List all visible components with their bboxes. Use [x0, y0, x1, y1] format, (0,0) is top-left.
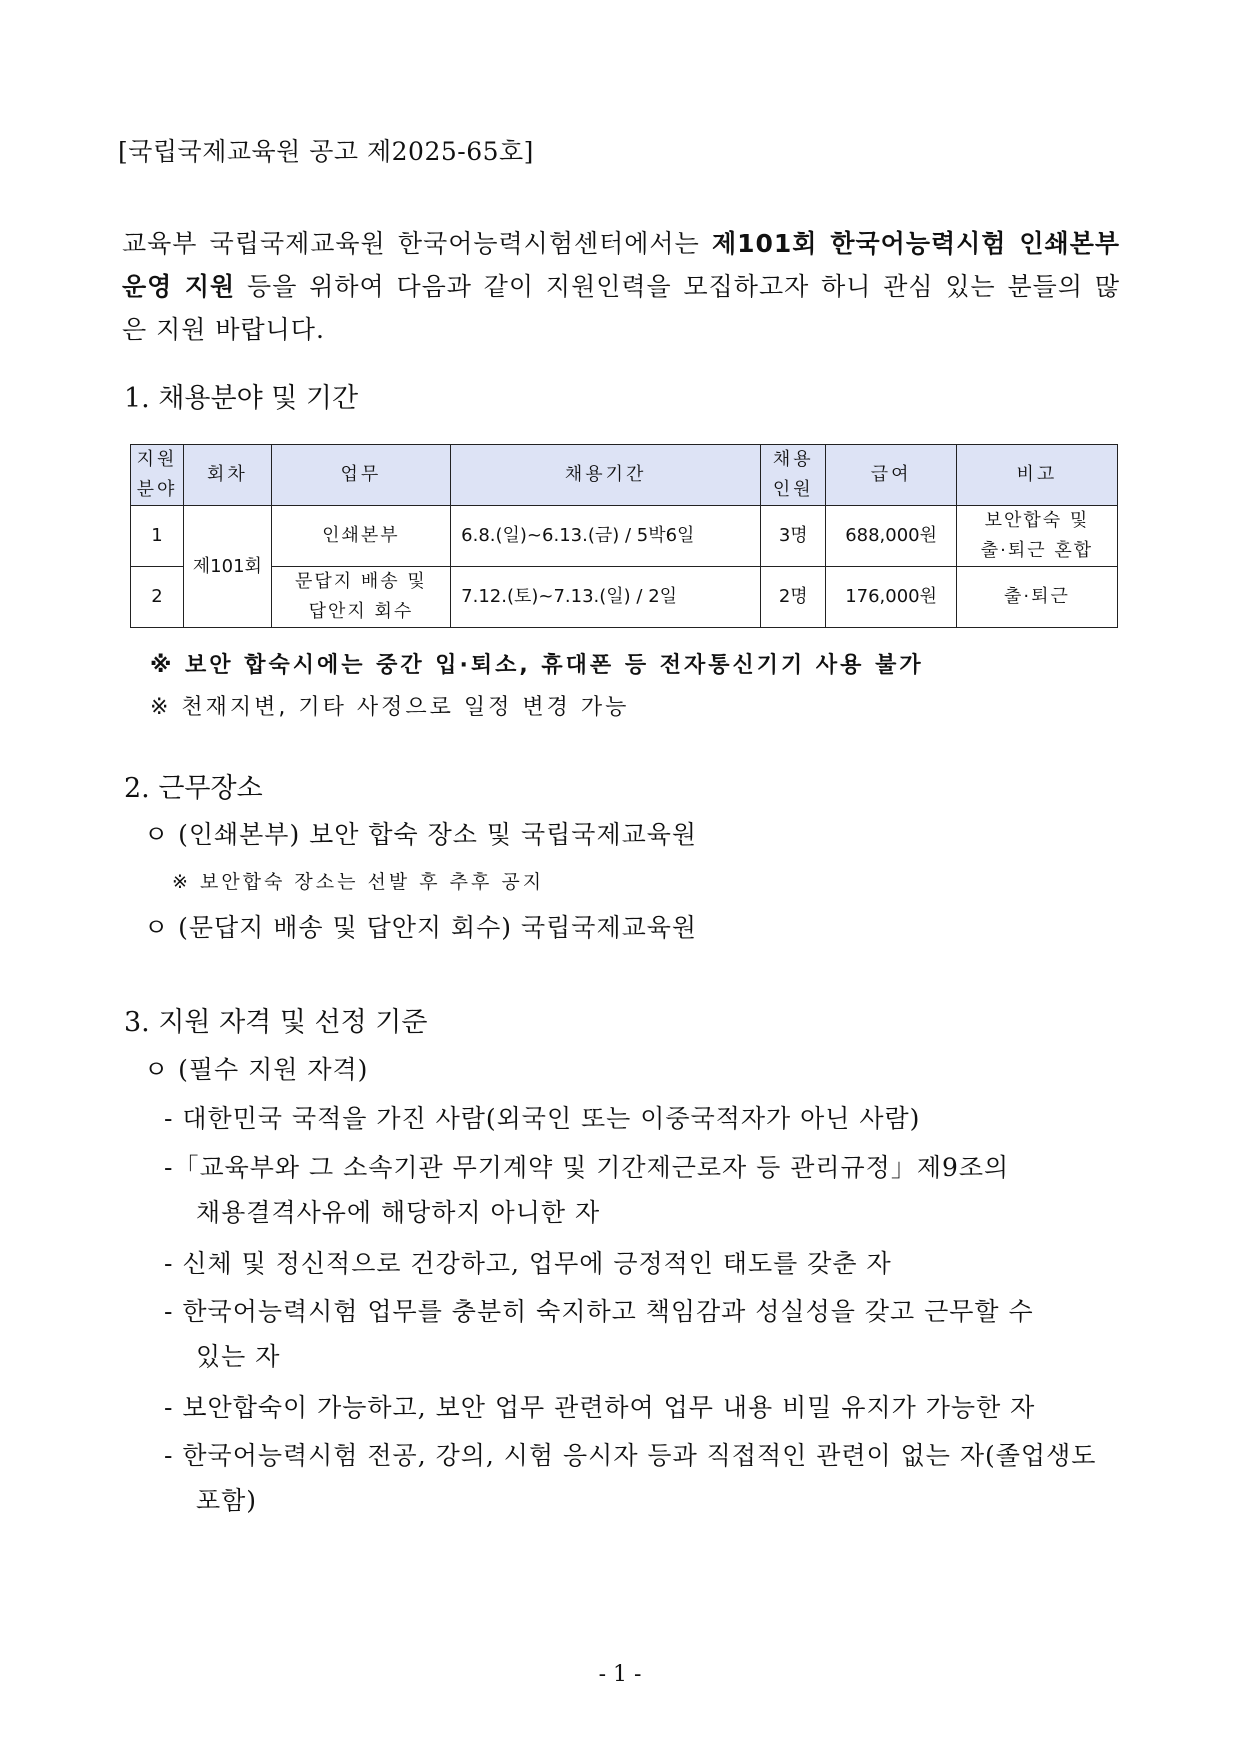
intro-line-2: 운영 지원 등을 위하여 다음과 같이 지원인력을 모집하고자 하니 관심 있는 분들의 많: [122, 272, 1120, 301]
row-task: 인쇄본부: [271, 506, 450, 567]
row-pay: 176,000원: [826, 567, 957, 628]
requirement-nationality: - 대한민국 국적을 가진 사람(외국인 또는 이중국적자가 아닌 사람): [164, 1104, 921, 1133]
intro-line-3: 은 지원 바랍니다.: [122, 315, 325, 344]
row-note: 출·퇴근: [956, 567, 1117, 628]
section1-title: 1. 채용분야 및 기간: [124, 383, 359, 414]
row-count: 2명: [761, 567, 826, 628]
bullet-required: ㅇ (필수 지원 자격): [144, 1055, 369, 1084]
recruitment-table: [130, 444, 1118, 628]
row-pay: 688,000원: [826, 506, 957, 567]
intro-paragraph: [122, 222, 1120, 351]
header-count: 채용 인원: [761, 445, 826, 506]
round-cell: 제101회: [184, 506, 272, 628]
row-no: 2: [131, 567, 184, 628]
requirement-health: - 신체 및 정신적으로 건강하고, 업무에 긍정적인 태도를 갖춘 자: [164, 1249, 892, 1278]
header-field: 지원 분야: [131, 445, 184, 506]
requirement-confidentiality: - 보안합숙이 가능하고, 보안 업무 관련하여 업무 내용 비밀 유지가 가능한 자: [164, 1393, 1036, 1422]
row-no: 1: [131, 506, 184, 567]
note-security: ※ 보안 합숙시에는 중간 입·퇴소, 휴대폰 등 전자통신기기 사용 불가: [150, 653, 924, 678]
note-lodging: ※ 보안합숙 장소는 선발 후 추후 공지: [172, 871, 545, 893]
requirement-knowledge: - 한국어능력시험 업무를 충분히 숙지하고 책임감과 성실성을 갖고 근무할 수: [164, 1297, 1034, 1326]
requirement-no-relation: - 한국어능력시험 전공, 강의, 시험 응시자 등과 직접적인 관련이 없는 자(졸업생도: [164, 1441, 1097, 1470]
requirement-knowledge-cont: 있는 자: [196, 1342, 281, 1371]
note-schedule: ※ 천재지변, 기타 사정으로 일정 변경 가능: [150, 695, 630, 720]
row-count: 3명: [761, 506, 826, 567]
requirement-no-relation-cont: 포함): [196, 1486, 258, 1515]
row-note: 보안합숙 및 출·퇴근 혼합: [956, 506, 1117, 567]
requirement-regulation: -「교육부와 그 소속기관 무기계약 및 기간제근로자 등 관리규정」제9조의: [164, 1153, 1010, 1182]
header-pay: 급여: [826, 445, 957, 506]
announcement-number: [국립국제교육원 공고 제2025-65호]: [118, 137, 534, 166]
intro-line-1: 교육부 국립국제교육원 한국어능력시험센터에서는 제101회 한국어능력시험 인쇄본부: [122, 229, 1120, 258]
header-task: 업무: [271, 445, 450, 506]
bullet-delivery: ㅇ (문답지 배송 및 답안지 회수) 국립국제교육원: [144, 913, 698, 942]
bullet-print-hq: ㅇ (인쇄본부) 보안 합숙 장소 및 국립국제교육원: [144, 820, 698, 849]
section2-title: 2. 근무장소: [124, 773, 263, 804]
table-row: [131, 506, 1118, 567]
header-note: 비고: [956, 445, 1117, 506]
row-period: 7.12.(토)~7.13.(일) / 2일: [451, 567, 761, 628]
row-period: 6.8.(일)~6.13.(금) / 5박6일: [451, 506, 761, 567]
page-number: - 1 -: [598, 1662, 642, 1687]
requirement-regulation-cont: 채용결격사유에 해당하지 아니한 자: [196, 1198, 601, 1227]
header-period: 채용기간: [451, 445, 761, 506]
section3-title: 3. 지원 자격 및 선정 기준: [124, 1007, 428, 1038]
table-row: [131, 567, 1118, 628]
header-round: 회차: [184, 445, 272, 506]
row-task: 문답지 배송 및 답안지 회수: [271, 567, 450, 628]
